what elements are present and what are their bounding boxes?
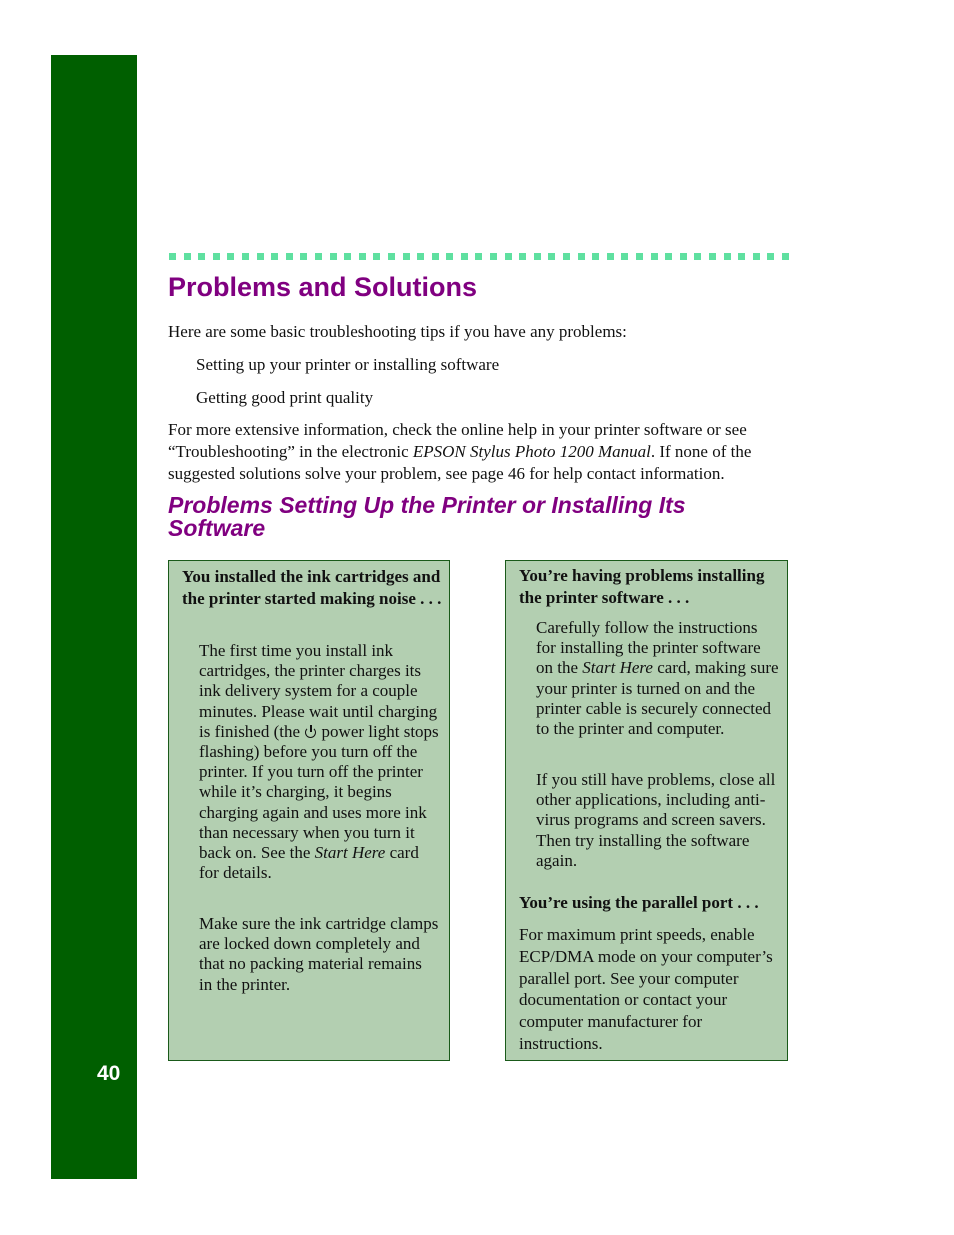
rule-dot [227,253,234,260]
rule-dot [753,253,760,260]
text: power light stops flashing) before you turn off the printer. If you turn off the printer while it’s charging, it begins charging again and uses more ink than necessary when you turn it back on. See the [199,721,439,863]
rule-dot [432,253,439,260]
rule-dot [519,253,526,260]
rule-dot [782,253,789,260]
power-icon [304,725,317,738]
rule-dot [738,253,745,260]
rule-dot [213,253,220,260]
text: card, making sure your printer is turned on and the printer cable is securely connected to the printer and computer. [536,658,779,739]
rule-dot [694,253,701,260]
rule-dot [505,253,512,260]
page-number: 40 [97,1062,121,1085]
rule-dot [198,253,205,260]
rule-dot [388,253,395,260]
right-box-heading: You’re having problems installing the printer software . . . [519,566,765,607]
rule-dot [548,253,555,260]
rule-dot [359,253,366,260]
intro-text: Here are some basic troubleshooting tips if you have any problems: [168,322,627,341]
rule-dot [286,253,293,260]
rule-dot [184,253,191,260]
list-item: Getting good print quality [196,388,374,407]
more-info-paragraph [168,419,790,485]
text: card for details. [199,843,419,883]
rule-dot [490,253,497,260]
rule-dot [417,253,424,260]
rule-dot [403,253,410,260]
rule-dot [446,253,453,260]
left-tip-box [168,560,450,1061]
rule-dot [607,253,614,260]
rule-dot [330,253,337,260]
rule-dot [724,253,731,260]
dotted-rule [169,253,789,261]
rule-dot [592,253,599,260]
page-title: Problems and Solutions [168,272,478,302]
rule-dot [665,253,672,260]
green-sidebar [51,55,137,1179]
right-box-paragraph-2: If you still have problems, close all other applications, including anti-virus programs and screen savers. Then try installing the software again. [536,770,776,870]
text: The first time you install ink cartridges, the printer charges its ink delivery system for a couple minutes. Please wait until charging is finished (the [199,641,438,741]
rule-dot [680,253,687,260]
rule-dot [651,253,658,260]
right-box-paragraph-1 [536,618,781,739]
text: Carefully follow the instructions for installing the printer software on the [536,618,761,678]
left-box-paragraph-1 [199,641,439,883]
rule-dot [373,253,380,260]
parallel-port-heading: You’re using the parallel port . . . [519,893,759,912]
rule-dot [534,253,541,260]
rule-dot [709,253,716,260]
left-box-paragraph-2: Make sure the ink cartridge clamps are locked down completely and that no packing material remains in the printer. [199,914,439,994]
left-box-heading: You installed the ink cartridges and the printer started making noise . . . [182,567,442,608]
rule-dot [475,253,482,260]
rule-dot [169,253,176,260]
more-info-text: . If none of the suggested solutions solve your problem, see page 46 for help contact information. [168,442,752,483]
section-heading: Problems Setting Up the Printer or Installing Its Software [168,492,686,541]
rule-dot [271,253,278,260]
rule-dot [300,253,307,260]
rule-dot [242,253,249,260]
rule-dot [636,253,643,260]
start-here-title: Start Here [582,658,653,678]
right-tip-box [505,560,788,1061]
rule-dot [563,253,570,260]
right-box-paragraph-3: For maximum print speeds, enable ECP/DMA mode on your computer’s parallel port. See your computer documentation or contact your computer manufacturer for instructions. [519,925,773,1053]
manual-title: EPSON Stylus Photo 1200 Manual [412,442,651,461]
rule-dot [461,253,468,260]
list-item: Setting up your printer or installing software [196,355,500,374]
rule-dot [767,253,774,260]
start-here-title: Start Here [314,843,386,863]
more-info-text: For more extensive information, check the online help in your printer software or see “Troubleshooting” in the electronic [168,420,747,461]
rule-dot [621,253,628,260]
rule-dot [578,253,585,260]
rule-dot [257,253,264,260]
rule-dot [315,253,322,260]
rule-dot [344,253,351,260]
